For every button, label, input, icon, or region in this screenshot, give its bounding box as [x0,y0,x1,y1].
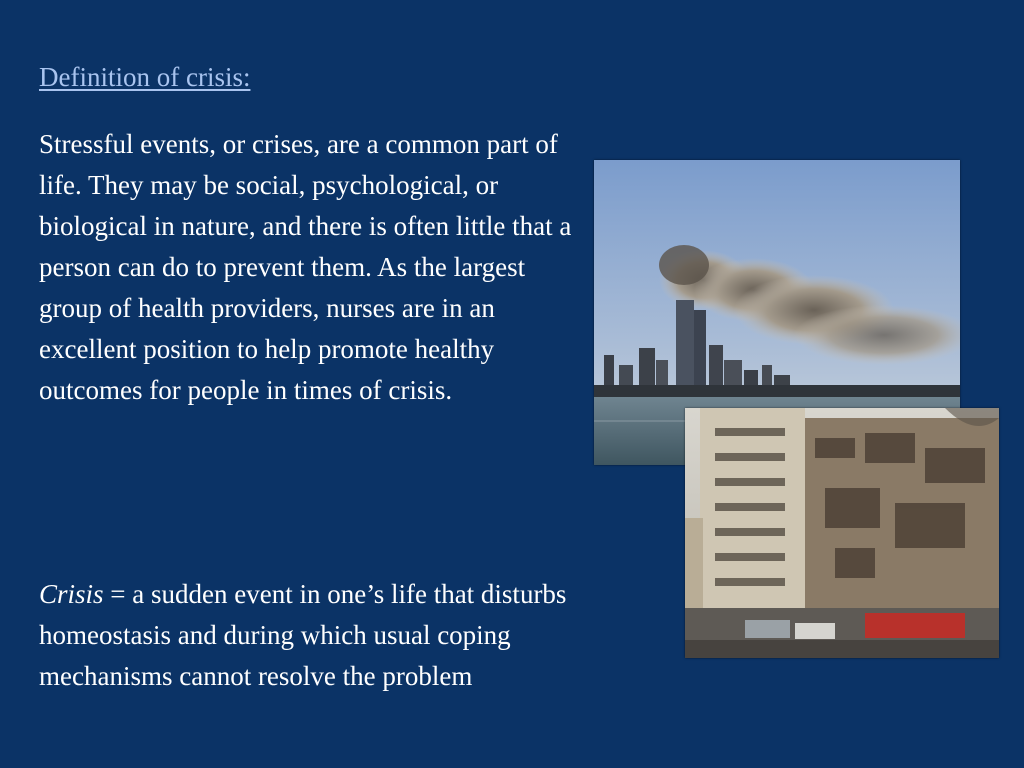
crisis-definition [39,574,579,697]
damaged-building-image [685,408,999,658]
slide-title[interactable]: Definition of crisis: [39,62,251,92]
body-paragraph: Stressful events, or crises, are a common part of life. They may be social, psychological, or biological in nature, and there is often little that a person can do to prevent them. As the largest group of health providers, nurses are in an excellent position to help promote healthy outcomes for people in times of crisis. [39,129,572,405]
damaged-building-photo [685,408,999,658]
definition-term: Crisis [39,579,104,609]
definition-text: = a sudden event in one’s life that disturbs homeostasis and during which usual coping mechanisms cannot resolve the problem [39,579,567,691]
